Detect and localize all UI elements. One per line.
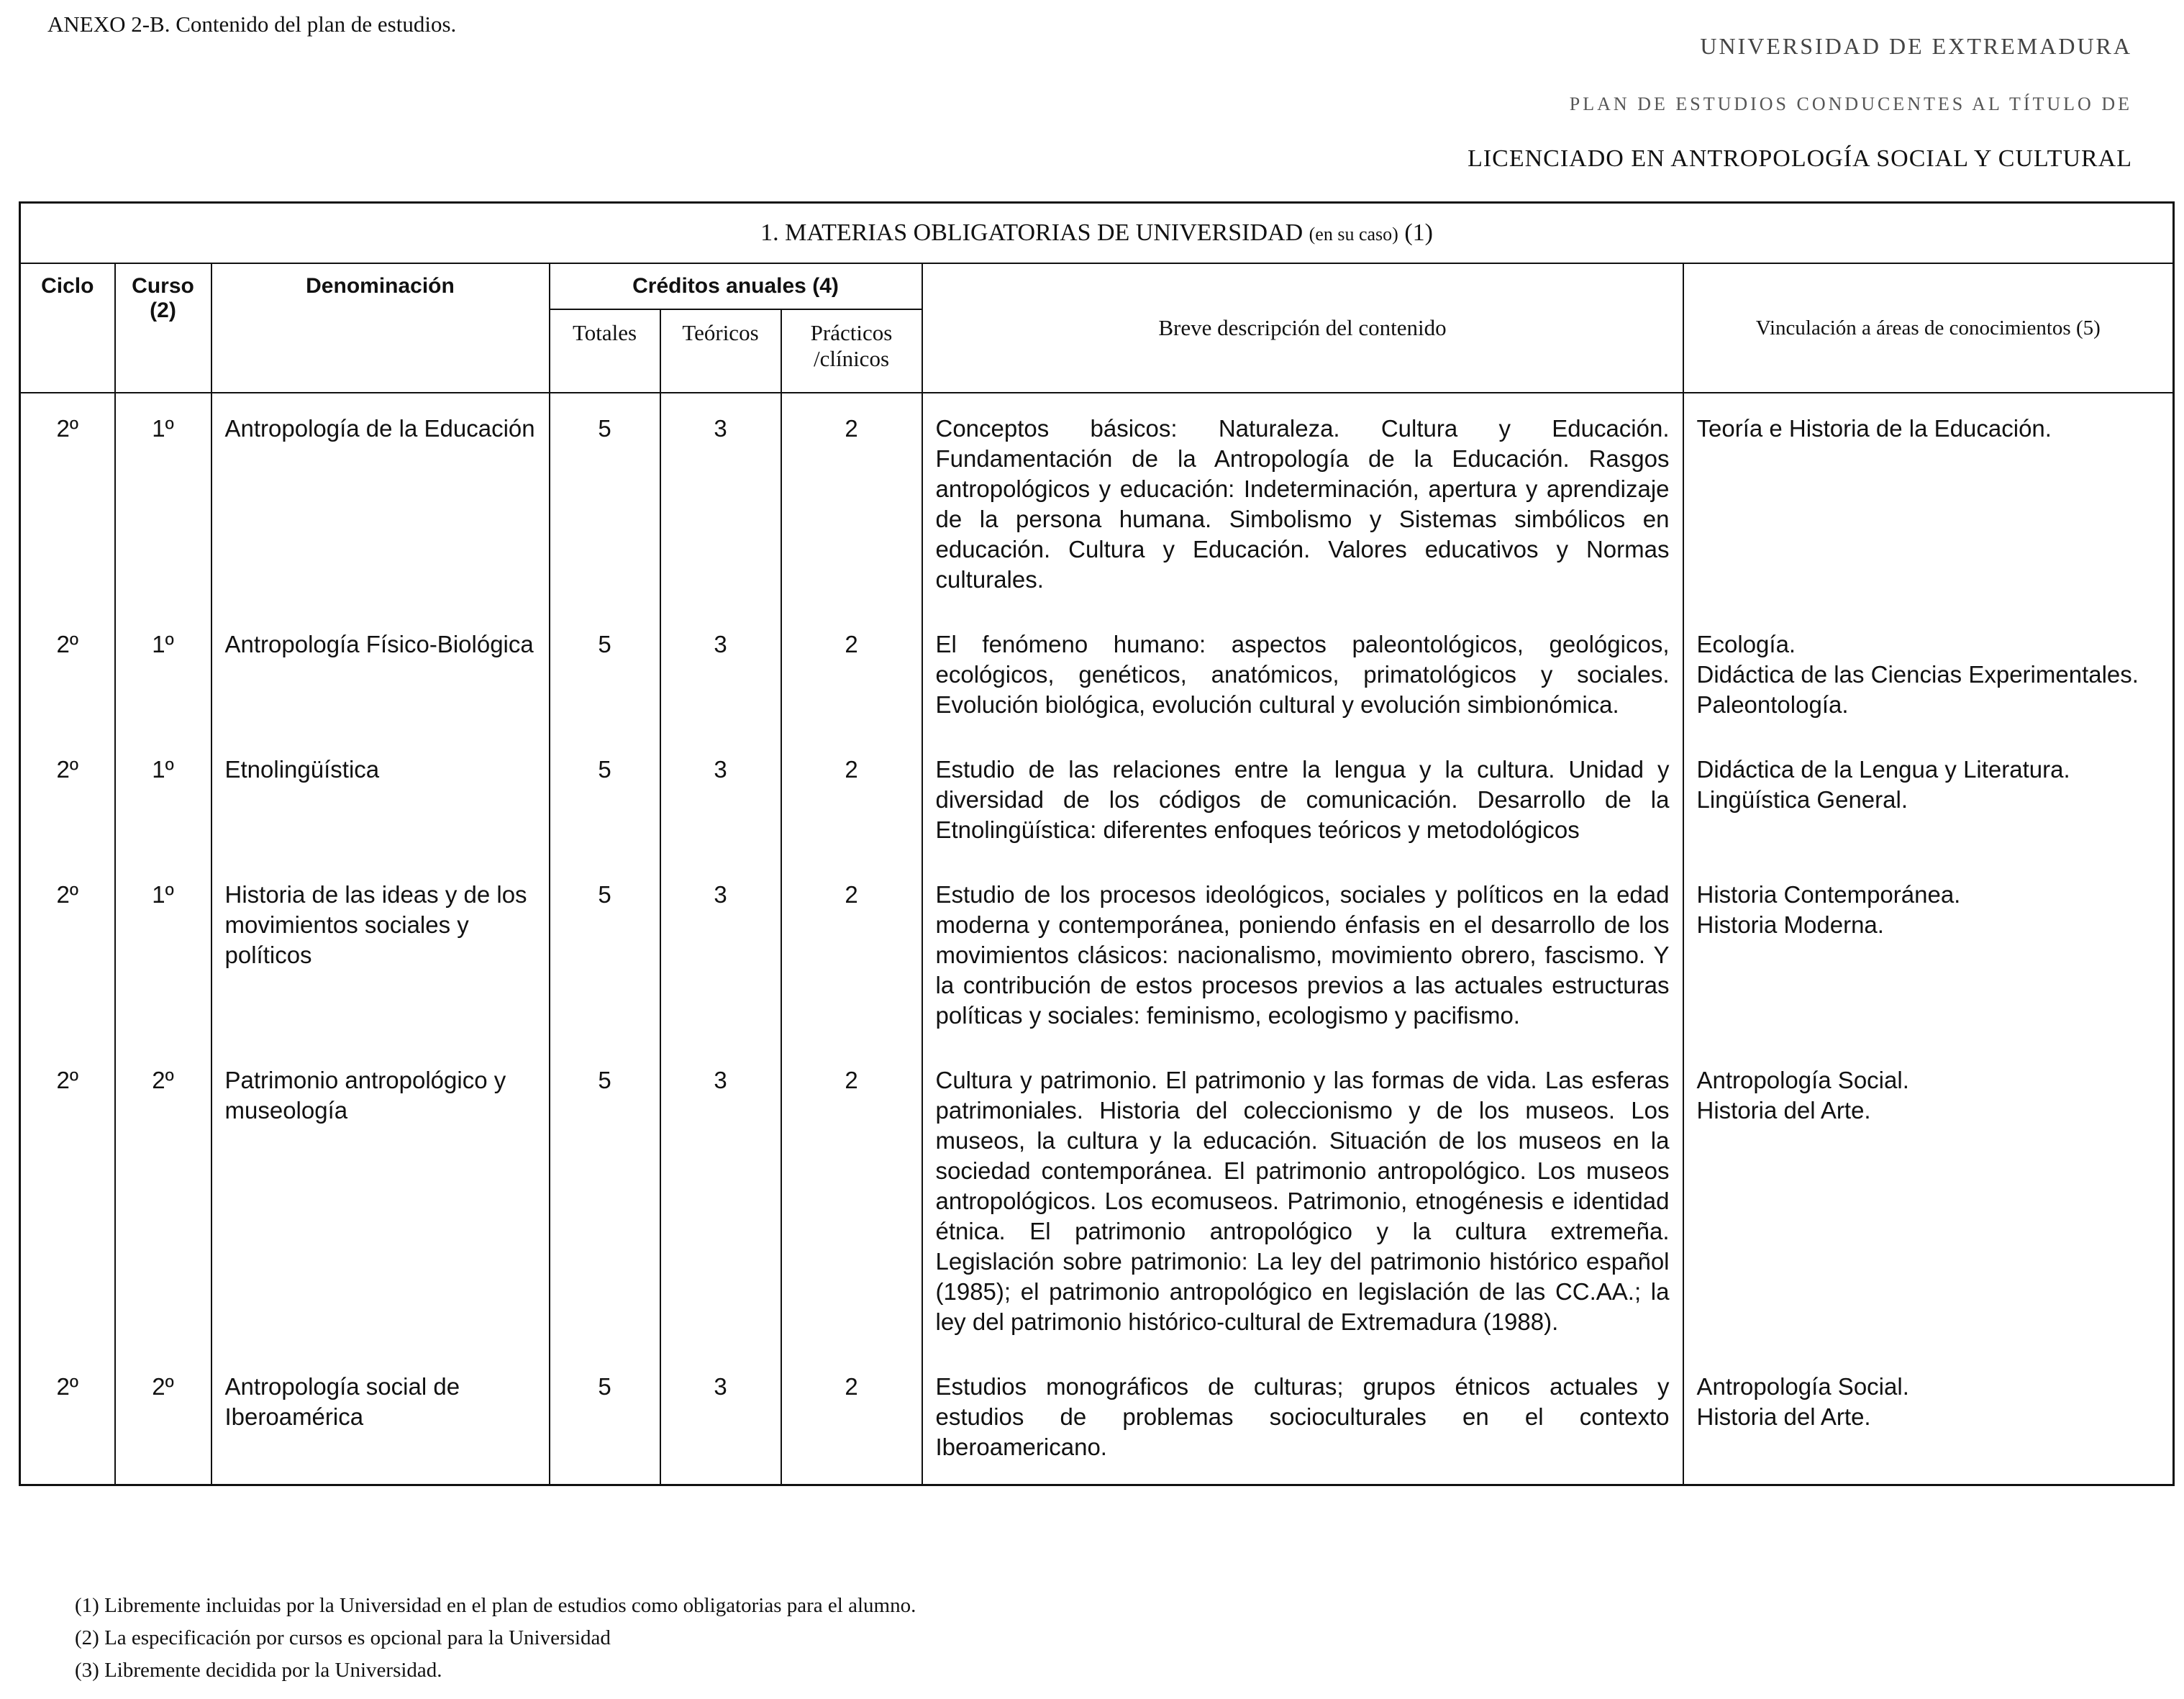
section-title-note: (en su caso): [1309, 224, 1398, 245]
ciclo-cell: 2º: [20, 1048, 115, 1354]
table-row: [20, 1354, 2174, 1485]
descripcion-cell: Estudio de las relaciones entre la lengua y la cultura. Unidad y diversidad de los códigos de comunicación. Desarrollo de la Etnolingüística: diferentes enfoques teóricos y metodológicos: [922, 737, 1683, 862]
col-header-ciclo: Ciclo: [20, 263, 115, 393]
knowledge-area: Didáctica de la Lengua y Literatura.: [1696, 756, 2070, 783]
curso-cell: 2º: [115, 1048, 211, 1354]
footnote-1: (1) Libremente incluidas por la Universidad en el plan de estudios como obligatorias para el alumno.: [75, 1594, 916, 1617]
knowledge-area: Historia del Arte.: [1696, 1097, 1871, 1124]
knowledge-area: Antropología Social.: [1696, 1373, 1909, 1400]
knowledge-area: Teoría e Historia de la Educación.: [1696, 415, 2052, 442]
practicos-cell: 2: [781, 737, 922, 862]
denominacion-cell: Antropología social de Iberoamérica: [211, 1354, 550, 1485]
ciclo-cell: 2º: [20, 737, 115, 862]
vinculacion-cell: [1683, 393, 2174, 612]
totales-cell: 5: [550, 1354, 660, 1485]
descripcion-cell: Estudios monográficos de culturas; grupos étnicos actuales y estudios de problemas socioculturales en el contexto Iberoamericano.: [922, 1354, 1683, 1485]
table-body: [20, 393, 2174, 1485]
footnote-3: (3) Libremente decidida por la Universidad.: [75, 1659, 442, 1682]
plan-line: PLAN DE ESTUDIOS CONDUCENTES AL TÍTULO DE: [1569, 94, 2132, 114]
section-title-main: 1. MATERIAS OBLIGATORIAS DE UNIVERSIDAD: [760, 219, 1303, 246]
ciclo-cell: 2º: [20, 612, 115, 737]
descripcion-cell: Conceptos básicos: Naturaleza. Cultura y Educación. Fundamentación de la Antropología de la Educación. Rasgos antropológicos y educación: Indeterminación, apertura y aprendizaje de la persona humana. Simbolismo y Sistemas simbólicos en educación. Cultura y Educación. Valores educativos y Normas culturales.: [922, 393, 1683, 612]
knowledge-area: Lingüística General.: [1696, 786, 1908, 813]
university-name: UNIVERSIDAD DE EXTREMADURA: [1700, 33, 2132, 59]
table-row: [20, 862, 2174, 1048]
col-header-vinculacion: Vinculación a áreas de conocimientos (5): [1683, 263, 2174, 393]
teoricos-cell: 3: [660, 1354, 781, 1485]
knowledge-area: Paleontología.: [1696, 691, 1849, 718]
practicos-cell: 2: [781, 612, 922, 737]
ciclo-cell: 2º: [20, 862, 115, 1048]
section-title: [20, 203, 2174, 264]
descripcion-cell: Cultura y patrimonio. El patrimonio y las formas de vida. Las esferas patrimoniales. Historia del coleccionismo y de los museos. Los museos, la cultura y la educación. Situación de los museos en la sociedad contemporánea. El patrimonio antropológico. Los museos antropológicos. Los ecomuseos. Patrimonio, etnogénesis e identidad étnica. El patrimonio antropológico y la cultura extremeña. Legislación sobre patrimonio: La ley del patrimonio histórico español (1985); el patrimonio antropológico en legislación de las CC.AA.; la ley del patrimonio histórico-cultural de Extremadura (1988).: [922, 1048, 1683, 1354]
table-row: [20, 612, 2174, 737]
denominacion-cell: Patrimonio antropológico y museología: [211, 1048, 550, 1354]
curso-cell: 1º: [115, 612, 211, 737]
denominacion-cell: Antropología Físico-Biológica: [211, 612, 550, 737]
knowledge-area: Historia del Arte.: [1696, 1403, 1871, 1430]
practicos-cell: 2: [781, 1048, 922, 1354]
curso-cell: 2º: [115, 1354, 211, 1485]
vinculacion-cell: [1683, 612, 2174, 737]
vinculacion-cell: [1683, 737, 2174, 862]
denominacion-cell: Antropología de la Educación: [211, 393, 550, 612]
teoricos-cell: 3: [660, 862, 781, 1048]
ciclo-cell: 2º: [20, 393, 115, 612]
col-header-creditos: Créditos anuales (4): [550, 263, 922, 309]
subjects-table: [19, 201, 2175, 1486]
teoricos-cell: 3: [660, 1048, 781, 1354]
vinculacion-cell: [1683, 1354, 2174, 1485]
knowledge-area: Antropología Social.: [1696, 1067, 1909, 1093]
totales-cell: 5: [550, 862, 660, 1048]
descripcion-cell: El fenómeno humano: aspectos paleontológicos, geológicos, ecológicos, genéticos, anatómicos, primatológicos y sociales. Evolución biológica, evolución cultural y evolución simbionómica.: [922, 612, 1683, 737]
knowledge-area: Historia Moderna.: [1696, 911, 1884, 938]
col-header-totales: Totales: [550, 309, 660, 393]
totales-cell: 5: [550, 393, 660, 612]
teoricos-cell: 3: [660, 612, 781, 737]
section-title-ref: (1): [1404, 219, 1433, 246]
practicos-cell: 2: [781, 393, 922, 612]
totales-cell: 5: [550, 1048, 660, 1354]
practicos-cell: 2: [781, 862, 922, 1048]
practicos-cell: 2: [781, 1354, 922, 1485]
descripcion-cell: Estudio de los procesos ideológicos, sociales y políticos en la edad moderna y contemporánea, poniendo énfasis en el desarrollo de los movimientos clásicos: nacionalismo, movimiento obrero, fascismo. Y la contribución de estos procesos previos a las actuales estructuras políticas y sociales: feminismo, ecologismo y pacifismo.: [922, 862, 1683, 1048]
curso-cell: 1º: [115, 393, 211, 612]
col-header-denominacion: Denominación: [211, 263, 550, 393]
footnotes: [75, 1590, 916, 1687]
denominacion-cell: Historia de las ideas y de los movimientos sociales y políticos: [211, 862, 550, 1048]
curso-cell: 1º: [115, 737, 211, 862]
col-header-curso: Curso (2): [115, 263, 211, 393]
curso-cell: 1º: [115, 862, 211, 1048]
col-header-practicos: Prácticos /clínicos: [781, 309, 922, 393]
degree-title: LICENCIADO EN ANTROPOLOGÍA SOCIAL Y CULTURAL: [1468, 145, 2132, 172]
table-row: [20, 737, 2174, 862]
knowledge-area: Didáctica de las Ciencias Experimentales.: [1696, 661, 2139, 688]
knowledge-area: Historia Contemporánea.: [1696, 881, 1961, 908]
knowledge-area: Ecología.: [1696, 631, 1796, 657]
teoricos-cell: 3: [660, 737, 781, 862]
annex-title: ANEXO 2-B. Contenido del plan de estudios.: [47, 12, 457, 37]
totales-cell: 5: [550, 737, 660, 862]
denominacion-cell: Etnolingüística: [211, 737, 550, 862]
vinculacion-cell: [1683, 1048, 2174, 1354]
table-row: [20, 1048, 2174, 1354]
col-header-descripcion: Breve descripción del contenido: [922, 263, 1683, 393]
totales-cell: 5: [550, 612, 660, 737]
teoricos-cell: 3: [660, 393, 781, 612]
table-row: [20, 393, 2174, 612]
col-header-teoricos: Teóricos: [660, 309, 781, 393]
ciclo-cell: 2º: [20, 1354, 115, 1485]
vinculacion-cell: [1683, 862, 2174, 1048]
footnote-2: (2) La especificación por cursos es opcional para la Universidad: [75, 1626, 611, 1649]
